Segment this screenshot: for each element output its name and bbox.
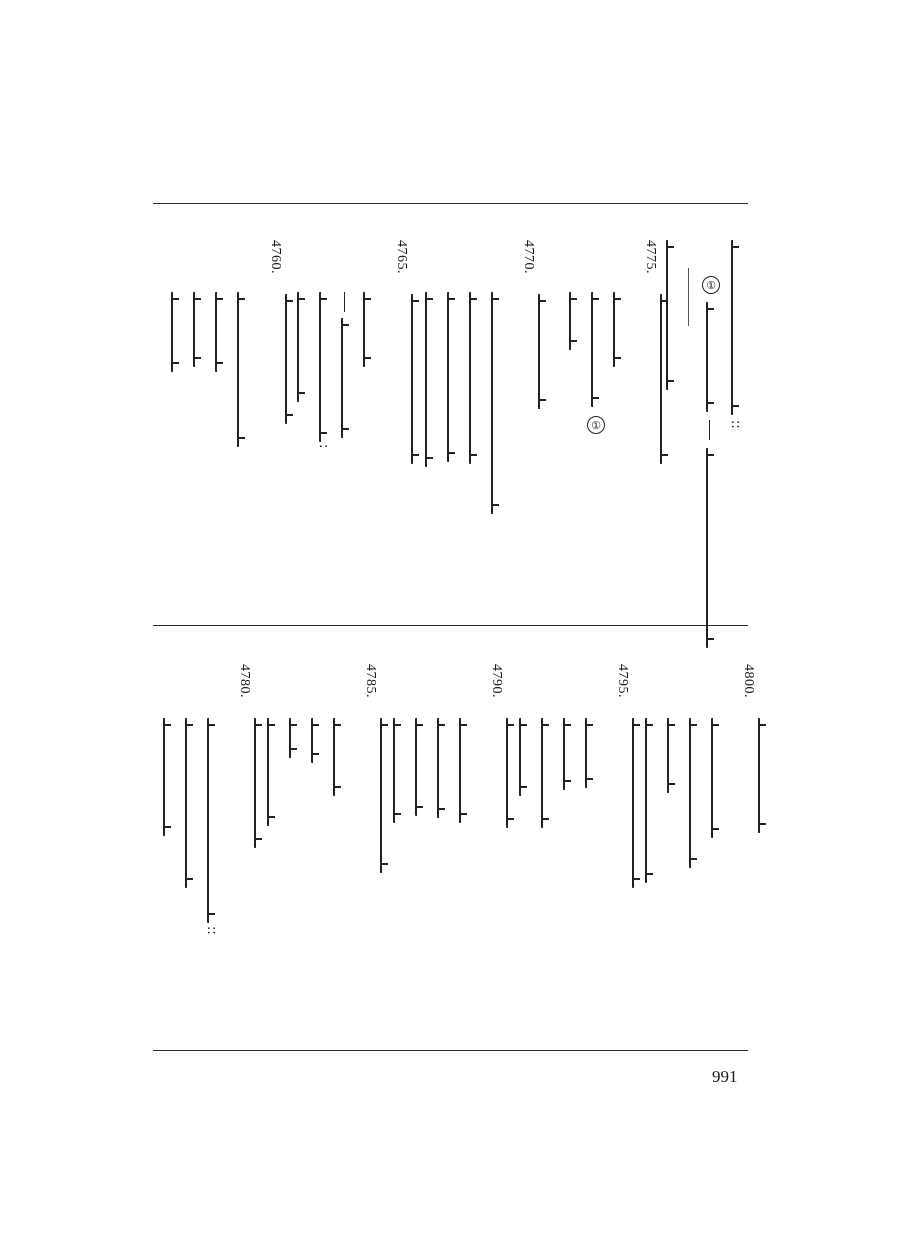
mongolian-text-line bbox=[393, 718, 407, 823]
mongolian-text-line bbox=[519, 718, 533, 796]
line-number: 4770. bbox=[521, 240, 536, 274]
mongolian-text-line bbox=[285, 294, 299, 424]
mongolian-text-line bbox=[237, 292, 251, 447]
mongolian-text-line bbox=[425, 292, 439, 467]
top-rule bbox=[153, 203, 748, 204]
closing-mark: :: bbox=[204, 926, 219, 935]
mongolian-text-line bbox=[341, 318, 355, 438]
line-number: 4785. bbox=[363, 664, 378, 698]
mongolian-text-line bbox=[563, 718, 577, 790]
mongolian-text-line bbox=[333, 718, 347, 796]
mongolian-text-line bbox=[254, 718, 268, 848]
mongolian-text-line bbox=[215, 292, 229, 372]
mongolian-text-line bbox=[591, 292, 605, 407]
mongolian-text-line bbox=[437, 718, 451, 818]
inline-footnote-marker: ① bbox=[587, 416, 605, 434]
mongolian-text-line bbox=[667, 718, 681, 793]
mongolian-text-line bbox=[447, 292, 461, 462]
line-number: 4800. bbox=[741, 664, 756, 698]
line-number: 4765. bbox=[394, 240, 409, 274]
mongolian-text-line bbox=[267, 718, 281, 826]
mongolian-text-line bbox=[363, 292, 377, 367]
mongolian-text-line bbox=[469, 292, 483, 464]
page-number: 991 bbox=[712, 1067, 738, 1086]
mongolian-text-line bbox=[185, 718, 199, 888]
mongolian-text-line bbox=[380, 718, 394, 873]
mongolian-text-line bbox=[171, 292, 185, 372]
mongolian-text-line bbox=[758, 718, 772, 833]
mongolian-text-line bbox=[319, 292, 333, 442]
mongolian-text-line bbox=[411, 294, 425, 464]
middle-rule bbox=[153, 625, 748, 626]
em-dash bbox=[344, 292, 345, 312]
mongolian-text-line bbox=[632, 718, 646, 888]
mongolian-text-line bbox=[459, 718, 473, 823]
em-dash bbox=[709, 420, 710, 440]
colon-mark: : bbox=[316, 444, 331, 449]
mongolian-text-line bbox=[711, 718, 725, 838]
mongolian-text-line bbox=[193, 292, 207, 367]
mongolian-text-line bbox=[660, 294, 674, 464]
mongolian-text-line bbox=[706, 302, 720, 412]
mongolian-text-line bbox=[163, 718, 177, 836]
line-number: 4780. bbox=[237, 664, 252, 698]
mongolian-text-line bbox=[645, 718, 659, 883]
mongolian-text-line bbox=[585, 718, 599, 788]
mongolian-text-line bbox=[506, 718, 520, 828]
mongolian-text-line bbox=[569, 292, 583, 350]
bottom-rule bbox=[153, 1050, 748, 1051]
footnote-end-mark: :: bbox=[728, 420, 743, 429]
footnote-marker: ① bbox=[702, 276, 720, 294]
mongolian-text-line bbox=[297, 292, 311, 402]
mongolian-text-line bbox=[541, 718, 555, 828]
mongolian-text-line bbox=[538, 294, 552, 409]
mongolian-text-line bbox=[689, 718, 703, 868]
footnote-separator bbox=[688, 268, 689, 326]
mongolian-text-line bbox=[706, 448, 720, 648]
line-number: 4795. bbox=[615, 664, 630, 698]
line-number: 4790. bbox=[489, 664, 504, 698]
mongolian-text-line bbox=[415, 718, 429, 816]
line-number: 4760. bbox=[268, 240, 283, 274]
mongolian-text-line bbox=[731, 240, 745, 415]
line-number: 4775. bbox=[643, 240, 658, 274]
mongolian-text-line bbox=[207, 718, 221, 923]
mongolian-text-line bbox=[613, 292, 627, 367]
mongolian-text-line bbox=[311, 718, 325, 763]
mongolian-text-line bbox=[491, 292, 505, 514]
mongolian-text-line bbox=[289, 718, 303, 758]
